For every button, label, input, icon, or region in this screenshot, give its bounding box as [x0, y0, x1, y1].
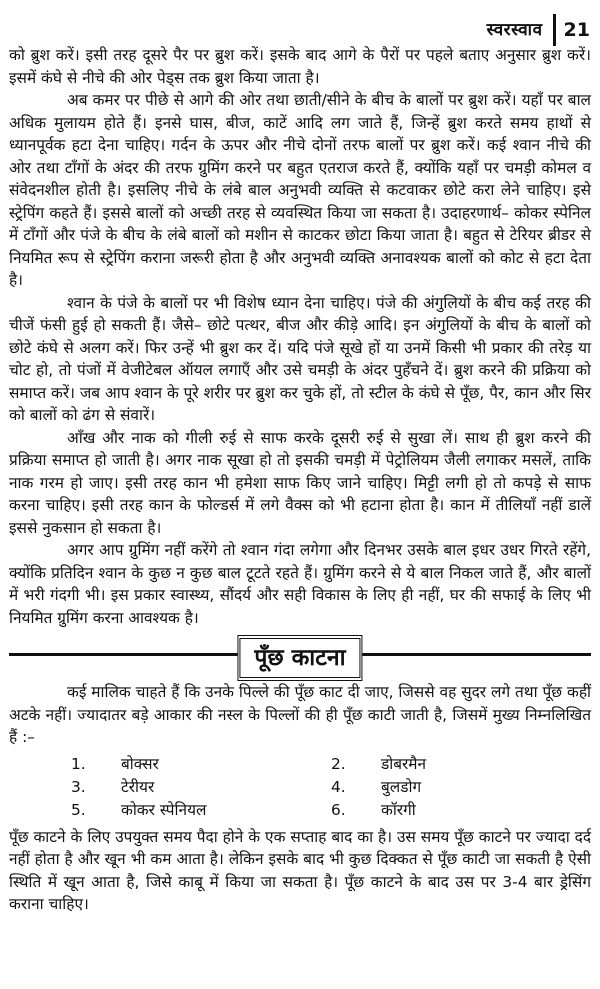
- list-item-number: 4.: [331, 777, 346, 796]
- section-heading-bar: [9, 633, 591, 677]
- list-item: [71, 799, 331, 822]
- paragraph: कई मालिक चाहते हैं कि उनके पिल्ले की पूँछ काट दी जाए, जिससे वह सुदर लगे तथा पूँछ कहीं अटके नहीं। ज्यादातर बड़े आकार की नस्ल के पिल्लों की ही पूँछ काटी जाती है, जिसमें मुख्य निम्नलिखित हैं :–: [9, 683, 591, 746]
- list-item: [71, 753, 331, 776]
- paragraph: अगर आप ग्रुमिंग नहीं करेंगे तो श्वान गंदा लगेगा और दिनभर उसके बाल इधर उधर गिरते रहेंगे, क्योंकि प्रतिदिन श्वान के कुछ न कुछ बाल टूटते रहते हैं। ग्रुमिंग करने से ये बाल निकल जाते हैं, और बालों में भरी गंदगी भी। इस प्रकार स्वास्थ्य, सौंदर्य और सही विकास के लिए ही नहीं, घर की सफाई के लिए भी नियमित ग्रुमिंग करना आवश्यक है।: [9, 541, 591, 627]
- paragraph: को ब्रुश करें। इसी तरह दूसरे पैर पर ब्रुश करें। इसके बाद आगे के पैरों पर पहले बताए अनुसार ब्रुश करें। इसमें कंघे से नीचे की ओर पेड्स तक ब्रुश किया जाता है।: [9, 46, 591, 87]
- list-item: [331, 753, 591, 776]
- paragraph: पूँछ काटने के लिए उपयुक्त समय पैदा होने के एक सप्ताह बाद का है। उस समय पूँछ काटने पर ज्यादा दर्द नहीं होता है और खून भी कम आता है। लेकिन इसके बाद भी कुछ दिक्कत से पूँछ काटी जा सकती है ऐसी स्थिति में खून आता है, जिसे काबू में किया जा सकता है। पूँछ काटने के बाद उस पर 3-4 बार ड्रेसिंग कराना चाहिए।: [9, 827, 591, 913]
- list-item-number: 3.: [71, 777, 86, 796]
- paragraph: अब कमर पर पीछे से आगे की ओर तथा छाती/सीने के बीच के बालों पर ब्रुश करें। यहाँ पर बाल अधिक मुलायम होते हैं। इनसे घास, बीज, काटें आदि लग जाते हैं, जिन्हें ब्रुश करते समय हाथों से ध्यानपूर्वक हटा देना चाहिए। गर्दन के ऊपर और नीचे दोनों तरफ बालों पर ब्रुश करें। कई श्वान नीचे की ओर तथा टाँगों के अंदर की तरफ ग्रुमिंग करने पर बहुत एतराज करते हैं, क्योंकि यहाँ पर चमड़ी कोमल व संवेदनशील होती है। इसलिए नीचे के लंबे बाल अनुभवी व्यक्ति से कटवाकर छोटे करा लेने चाहिए। इसे स्ट्रेपिंग कहते हैं। इससे बालों को अच्छी तरह से व्यवस्थित किया जा सकता है। उदाहरणार्थ– कोकर स्पेनिल में टाँगों और पंजे के बीच के लंबे बालों को मशीन से काटकर छोटा किया जाता है। बहुत से टेरियर ब्रीडर से नियमित रूप से स्ट्रेपिंग कराना जरूरी होता है और अनुभवी व्यक्ति अनावश्यक बालों को कोट से हटा देता है।: [9, 91, 591, 289]
- list-item-number: 1.: [71, 754, 86, 773]
- section-heading: पूँछ काटना: [237, 635, 362, 681]
- list-item-number: 5.: [71, 800, 86, 819]
- page-number: 21: [563, 19, 590, 41]
- running-title: स्वरस्वाव: [487, 14, 556, 46]
- page-header: [487, 14, 590, 46]
- list-item-label: डोबरमैन: [381, 754, 427, 773]
- paragraph: आँख और नाक को गीली रुई से साफ करके दूसरी रुई से सुखा लें। साथ ही ब्रुश करने की प्रक्रिया समाप्त हो जाती है। अगर नाक सूखा हो तो इसकी चमड़ी में पेट्रोलियम जैली लगाकर मसलें, ताकि नाक गरम हो जाए। इसी तरह कान भी हमेशा साफ किए जाने चाहिए। मिट्टी लगी हो तो कपड़े से साफ करना चाहिए। इसी तरह कान के फोल्डर्स में लगे वैक्स को भी हटाना होता है। कान में तीलियाँ नहीं डालें इससे नुकसान हो सकता है।: [9, 428, 591, 537]
- list-item: [71, 776, 331, 799]
- breed-list: [71, 753, 591, 822]
- list-item-label: कोकर स्पेनियल: [121, 800, 207, 819]
- list-item: [331, 776, 591, 799]
- body-text: [9, 44, 591, 916]
- list-item-number: 2.: [331, 754, 346, 773]
- list-item-label: बोक्सर: [121, 754, 159, 773]
- list-item-label: कॉरगी: [381, 800, 416, 819]
- list-item-number: 6.: [331, 800, 346, 819]
- list-item: [331, 799, 591, 822]
- list-item-label: बुलडोग: [381, 777, 422, 796]
- paragraph: श्वान के पंजे के बालों पर भी विशेष ध्यान देना चाहिए। पंजे की अंगुलियों के बीच कई तरह की चीजें फंसी हुई हो सकती हैं। जैसे– छोटे पत्थर, बीज और कीड़े आदि। इन अंगुलियों के बीच के बालों को छोटे कंघे से अलग करें। फिर उन्हें भी ब्रुश कर दें। यदि पंजे सूखे हों या उनमें किसी भी प्रकार की तरेड़ या चोट हो, तो पंजों में वेजीटेबल ऑयल लगाएँ और उसे चमड़ी के अंदर पुहँचने दें। ब्रुश करने की प्रक्रिया को समाप्त करें। जब आप श्वान के पूरे शरीर पर ब्रुश कर चुके हों, तो स्टील के कंघे से पूँछ, पैर, कान और सिर को बालों को ढंग से संवारें।: [9, 293, 591, 424]
- list-item-label: टेरीयर: [121, 777, 155, 796]
